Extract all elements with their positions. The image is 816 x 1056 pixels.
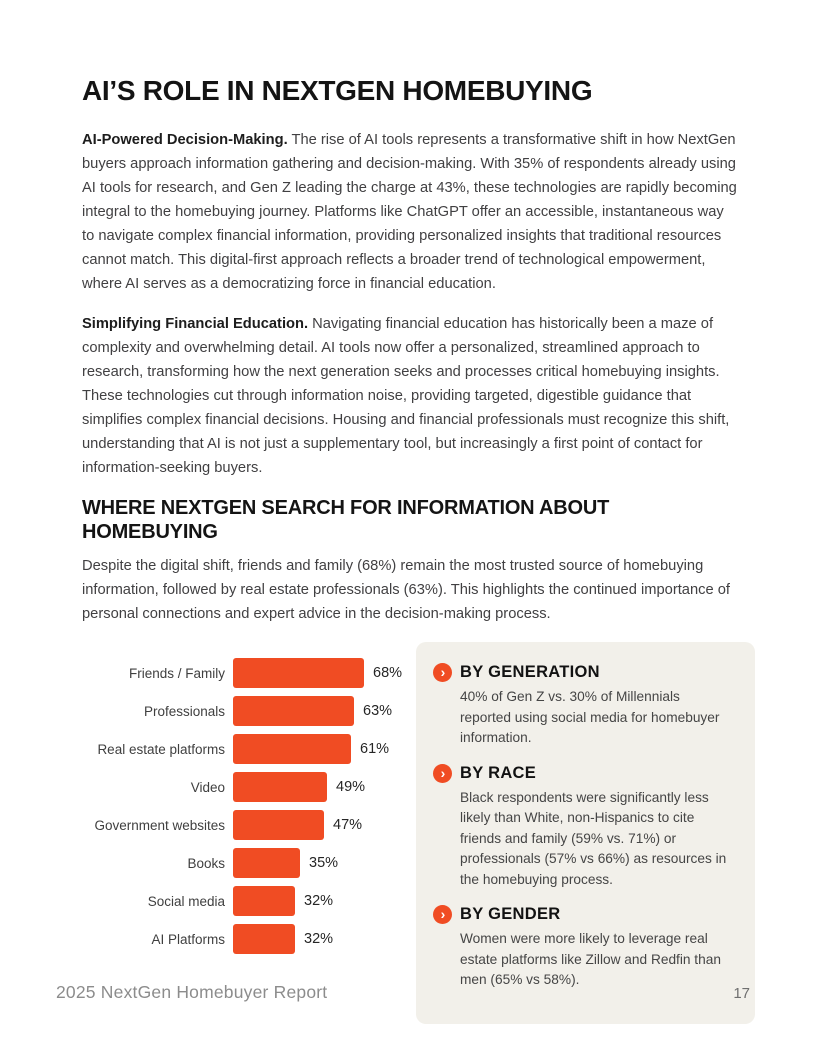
callout-body	[460, 663, 731, 749]
bar	[233, 886, 295, 916]
bar-label: Social media	[147, 893, 225, 909]
bar-label: Friends / Family	[128, 665, 225, 681]
bar-label: Video	[190, 779, 225, 795]
bar-value: 63%	[363, 703, 393, 719]
chart-and-callouts-row	[82, 642, 755, 1024]
bar-value: 47%	[333, 817, 363, 833]
paragraph-simplifying	[82, 312, 738, 480]
bar	[233, 696, 354, 726]
section-intro: Despite the digital shift, friends and family (68%) remain the most trusted source of homebuying information, followed by real estate professionals (63%). This highlights the continued importance of personal connections and expert advice in the decision-making process.	[82, 558, 730, 622]
section-heading: WHERE NEXTGEN SEARCH FOR INFORMATION ABOUT HOMEBUYING	[82, 497, 610, 543]
bar-label: AI Platforms	[151, 931, 225, 947]
callout-text: 40% of Gen Z vs. 30% of Millennials reported using social media for homebuyer information.	[460, 689, 720, 745]
page-footer	[56, 982, 750, 1003]
bar-label: Real estate platforms	[97, 741, 225, 757]
footer-report-title: 2025 NextGen Homebuyer Report	[56, 982, 328, 1002]
bar	[233, 810, 324, 840]
paragraph-ai-powered	[82, 128, 738, 296]
callout-heading: BY RACE	[460, 763, 537, 782]
bar-value: 49%	[336, 779, 366, 795]
paragraph-text: The rise of AI tools represents a transformative shift in how NextGen buyers approach information gathering and decision-making. With 35% of respondents already using AI tools for research, and Gen Z leading the charge at 43%, these technologies are rapidly becoming integral to the homebuying journey. Platforms like ChatGPT offer an accessible, instantaneous way to navigate complex financial information, providing personalized insights that traditional resources cannot match. This digital-first approach reflects a broader trend of technological empowerment, where AI serves as a democratizing force in financial education.	[82, 132, 737, 292]
bar-row	[82, 772, 416, 802]
bar-label: Books	[187, 855, 225, 871]
bar-row	[82, 658, 416, 688]
callout-item	[433, 764, 731, 891]
page-number: 17	[733, 985, 750, 1002]
callout-item	[433, 663, 731, 749]
callout-heading: BY GENERATION	[460, 663, 600, 681]
bar	[233, 734, 351, 764]
bar-label: Professionals	[143, 703, 225, 719]
bar	[233, 772, 327, 802]
bar-chart	[82, 642, 416, 1024]
chevron-right-circle-icon: ›	[433, 663, 452, 682]
bar	[233, 658, 364, 688]
chevron-right-circle-icon: ›	[433, 764, 452, 783]
callout-item	[433, 905, 731, 991]
bar-row	[82, 924, 416, 954]
bar	[233, 848, 300, 878]
page-title: AI’S ROLE IN NEXTGEN HOMEBUYING	[82, 75, 593, 106]
bar-value: 32%	[304, 893, 334, 909]
callout-text: Black respondents were significantly less likely than White, non-Hispanics to cite friends and family (59% vs. 71%) or professionals (57% vs 66%) as resources in the homebuying process.	[460, 789, 727, 887]
bar-row	[82, 734, 416, 764]
bar-value: 68%	[373, 665, 403, 681]
callouts-card	[416, 642, 755, 1024]
callout-body	[460, 764, 731, 891]
callout-text: Women were more likely to leverage real estate platforms like Zillow and Redfin than men (65% vs 58%).	[460, 931, 721, 987]
bar-row	[82, 810, 416, 840]
callout-body	[460, 905, 731, 991]
bar-row	[82, 848, 416, 878]
bar-value: 32%	[304, 931, 334, 947]
bar-value: 61%	[360, 741, 390, 757]
bar-row	[82, 696, 416, 726]
paragraph-lead: Simplifying Financial Education.	[82, 316, 309, 332]
bar-row	[82, 886, 416, 916]
chevron-right-circle-icon: ›	[433, 905, 452, 924]
paragraph-text: Navigating financial education has historically been a maze of complexity and overwhelming detail. AI tools now offer a personalized, streamlined approach to research, transforming how the next generation seeks and processes critical homebuying insights. These technologies cut through information noise, providing targeted, digestible guidance that simplifies complex financial decisions. Housing and financial professionals must recognize this shift, understanding that AI is not just a supplementary tool, but increasingly a first point of contact for information-seeking buyers.	[82, 316, 730, 476]
paragraph-lead: AI-Powered Decision-Making.	[82, 132, 288, 148]
bar-value: 35%	[309, 855, 339, 871]
bar	[233, 924, 295, 954]
bar-label: Government websites	[94, 817, 225, 833]
callout-heading: BY GENDER	[460, 905, 561, 923]
